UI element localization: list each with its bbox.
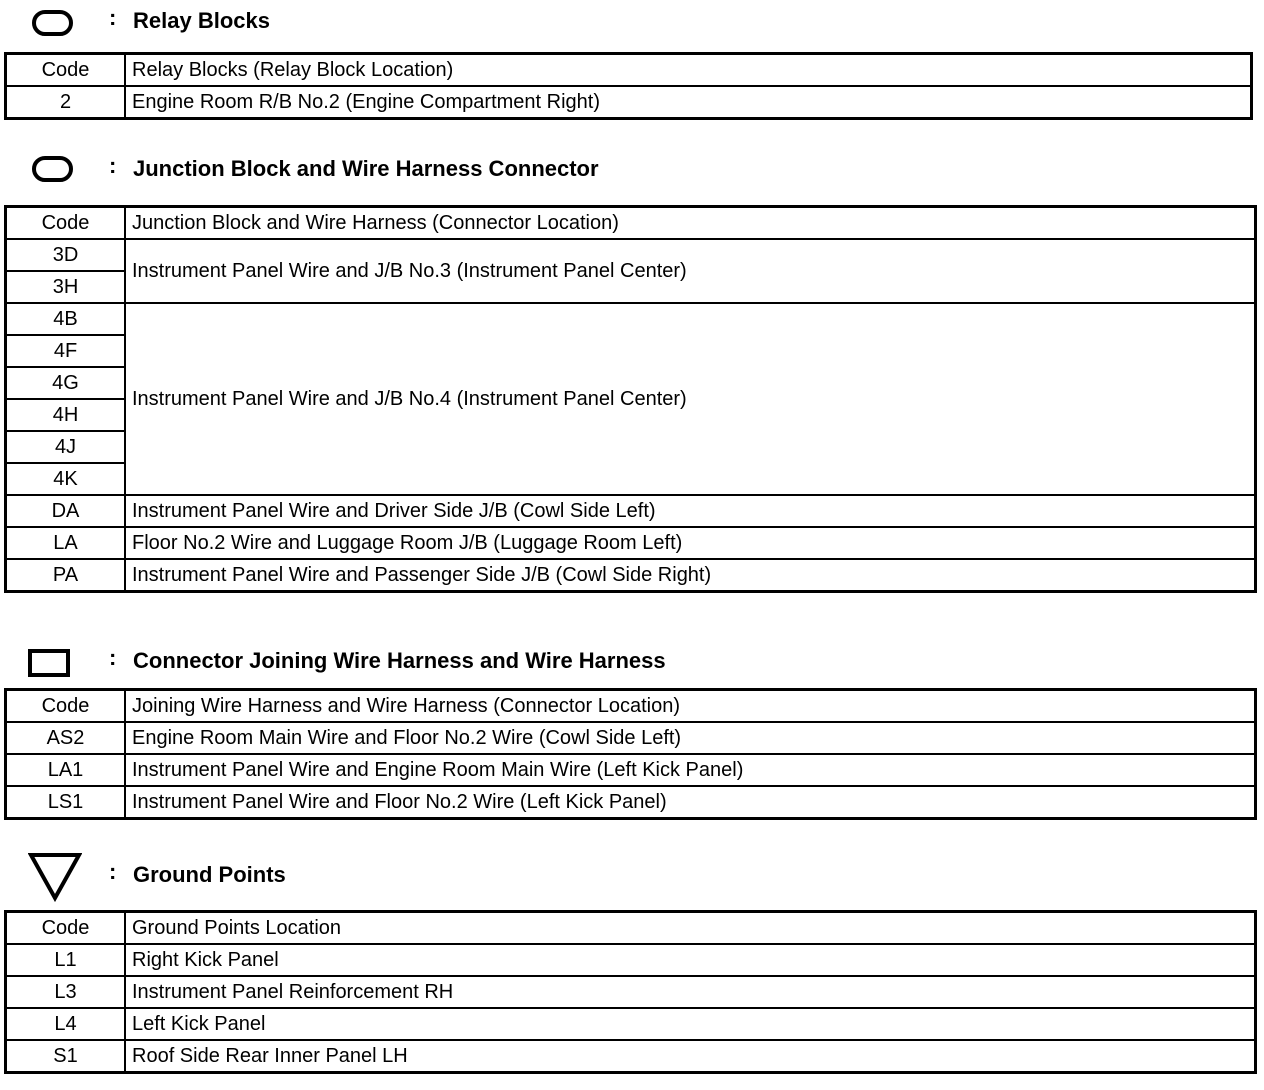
location-cell: Engine Room R/B No.2 (Engine Compartment Right) — [125, 86, 1252, 119]
location-cell: Instrument Panel Wire and Floor No.2 Wire (Left Kick Panel) — [125, 786, 1256, 819]
code-cell: 4F — [6, 335, 126, 367]
code-cell: 2 — [6, 86, 126, 119]
triangle-down-icon — [28, 852, 82, 902]
table-row — [6, 239, 1256, 271]
heading-colon: : — [109, 153, 117, 178]
section-heading-junction-block — [0, 150, 1264, 190]
code-cell: 3H — [6, 271, 126, 303]
code-cell: 4H — [6, 399, 126, 431]
table-row — [6, 1040, 1256, 1073]
table-row — [6, 976, 1256, 1008]
code-cell: PA — [6, 559, 126, 592]
oval-icon — [32, 10, 73, 36]
section-title: Ground Points — [133, 862, 286, 887]
location-cell: Left Kick Panel — [125, 1008, 1256, 1040]
code-cell: 4K — [6, 463, 126, 495]
code-cell: L4 — [6, 1008, 126, 1040]
location-header: Joining Wire Harness and Wire Harness (Connector Location) — [125, 690, 1256, 723]
table-row — [6, 786, 1256, 819]
ground-points-table — [4, 910, 1257, 1074]
code-cell: 3D — [6, 239, 126, 271]
code-cell: L1 — [6, 944, 126, 976]
section-title: Connector Joining Wire Harness and Wire Harness — [133, 648, 666, 673]
table-row — [6, 495, 1256, 527]
location-cell: Instrument Panel Wire and Driver Side J/B (Cowl Side Left) — [125, 495, 1256, 527]
code-cell: L3 — [6, 976, 126, 1008]
code-cell: S1 — [6, 1040, 126, 1073]
location-cell: Instrument Panel Wire and Engine Room Main Wire (Left Kick Panel) — [125, 754, 1256, 786]
code-cell: AS2 — [6, 722, 126, 754]
table-row — [6, 559, 1256, 592]
section-title: Junction Block and Wire Harness Connector — [133, 156, 599, 181]
code-cell: LA — [6, 527, 126, 559]
section-title: Relay Blocks — [133, 8, 270, 33]
code-header: Code — [6, 54, 126, 87]
section-heading-ground-points — [0, 856, 1264, 896]
table-row — [6, 754, 1256, 786]
code-cell: LA1 — [6, 754, 126, 786]
heading-colon: : — [109, 859, 117, 884]
table-row — [6, 944, 1256, 976]
code-cell: 4B — [6, 303, 126, 335]
code-cell: DA — [6, 495, 126, 527]
table-row — [6, 722, 1256, 754]
location-header: Relay Blocks (Relay Block Location) — [125, 54, 1252, 87]
code-header: Code — [6, 690, 126, 723]
code-header: Code — [6, 207, 126, 240]
location-cell: Right Kick Panel — [125, 944, 1256, 976]
location-cell: Instrument Panel Reinforcement RH — [125, 976, 1256, 1008]
connector-joining-table — [4, 688, 1257, 820]
junction-block-table — [4, 205, 1257, 593]
location-header: Ground Points Location — [125, 912, 1256, 945]
location-cell: Engine Room Main Wire and Floor No.2 Wire (Cowl Side Left) — [125, 722, 1256, 754]
table-row — [6, 303, 1256, 335]
table-header-row — [6, 207, 1256, 240]
table-row — [6, 527, 1256, 559]
section-heading-connector-joining — [0, 642, 1264, 682]
code-header: Code — [6, 912, 126, 945]
heading-colon: : — [109, 645, 117, 670]
code-cell: LS1 — [6, 786, 126, 819]
table-header-row — [6, 690, 1256, 723]
section-heading-relay-blocks — [0, 2, 1264, 42]
table-row — [6, 1008, 1256, 1040]
location-cell: Roof Side Rear Inner Panel LH — [125, 1040, 1256, 1073]
heading-colon: : — [109, 5, 117, 30]
code-cell: 4J — [6, 431, 126, 463]
location-cell: Floor No.2 Wire and Luggage Room J/B (Luggage Room Left) — [125, 527, 1256, 559]
table-row — [6, 86, 1252, 119]
rectangle-icon — [28, 649, 70, 677]
oval-icon — [32, 156, 73, 182]
location-header: Junction Block and Wire Harness (Connector Location) — [125, 207, 1256, 240]
code-cell: 4G — [6, 367, 126, 399]
location-cell: Instrument Panel Wire and J/B No.4 (Instrument Panel Center) — [125, 303, 1256, 495]
table-header-row — [6, 54, 1252, 87]
location-cell: Instrument Panel Wire and Passenger Side J/B (Cowl Side Right) — [125, 559, 1256, 592]
relay-blocks-table — [4, 52, 1253, 120]
table-header-row — [6, 912, 1256, 945]
location-cell: Instrument Panel Wire and J/B No.3 (Instrument Panel Center) — [125, 239, 1256, 303]
